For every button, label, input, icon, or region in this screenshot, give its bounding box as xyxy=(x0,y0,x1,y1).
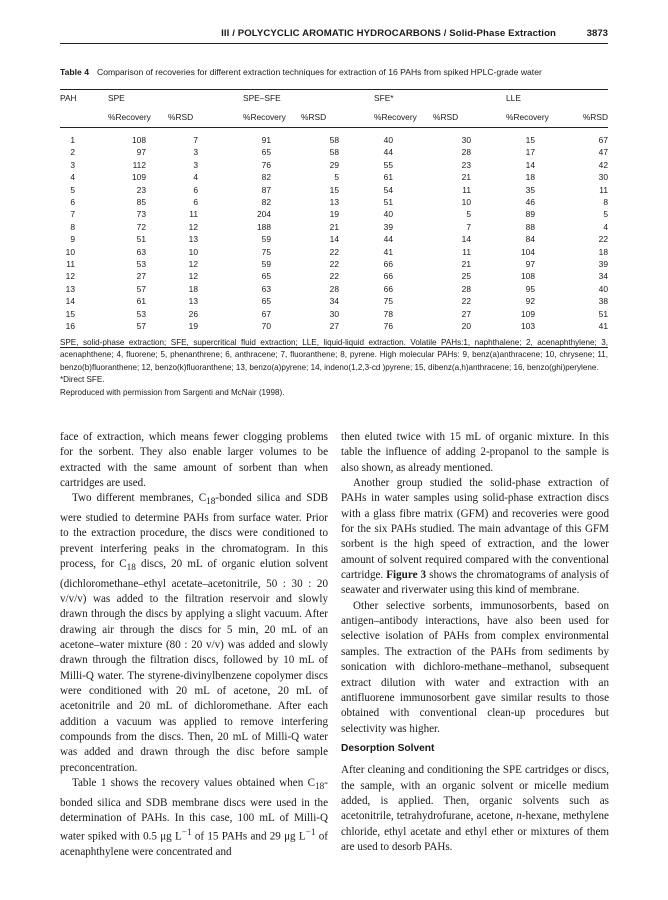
value-cell: 15 xyxy=(329,184,339,195)
value-cell: 65 xyxy=(261,296,271,307)
value-cell: 14 xyxy=(329,234,339,245)
pah-number-cell: 12 xyxy=(65,271,75,282)
value-cell: 59 xyxy=(261,234,271,245)
value-cell: 70 xyxy=(261,321,271,332)
value-cell: 27 xyxy=(461,308,471,319)
value-cell: 66 xyxy=(383,283,393,294)
table-group-header-row xyxy=(60,90,608,108)
value-cell: 72 xyxy=(136,221,146,232)
body-column-left xyxy=(60,430,328,861)
pah-number-cell: 13 xyxy=(65,283,75,294)
column-group-header: LLE xyxy=(506,90,608,108)
value-cell: 51 xyxy=(598,308,608,319)
value-cell: 23 xyxy=(461,159,471,170)
column-sub-header: %Recovery xyxy=(108,107,168,128)
paragraph: then eluted twice with 15 mL of organic mixture. In this table the influence of adding 2-propanol to the sample is also shown, as already mentioned. xyxy=(341,431,609,474)
running-title: III / POLYCYCLIC AROMATIC HYDROCARBONS / Solid-Phase Extraction xyxy=(221,28,556,39)
column-sub-header: %Recovery xyxy=(243,107,301,128)
value-cell: 109 xyxy=(132,172,146,183)
value-cell: 34 xyxy=(598,271,608,282)
value-cell: 66 xyxy=(383,259,393,270)
value-cell: 97 xyxy=(136,147,146,158)
paragraph: Two different membranes, $C_{18}$-bonded silica and SDB were studied to determine PAHs from surface water. Prior to the extraction procedure, the discs were conditioned to prevent interfering peaks in the chromatogram. In this process, for $C_{18}$ discs, 20 mL of organic elution solvent (dichloromethane–ethyl acetate–acetonitrile, 50 : 30 : 20 v/v/v) was added to the filtration reservoir and slowly drawn through the discs by applying a slight vacuum. After drawing air through the discs for 5 min, 20 mL of an acetone–water mixture (80 : 20 v/v) was added and slowly drawn through the filtration discs, followed by 10 mL of Milli-Q water. The styrene-divinylbenzene copolymer discs were conditioned with 20 mL of acetone, 20 mL of acetonitrile and 20 mL of dichloromethane. After each addition a vacuum was applied to remove interfering compounds from the discs. Then, 20 mL of Milli-Q water was added and drawn through the disc before sample preconcentration. xyxy=(60,492,328,774)
table-row xyxy=(60,221,608,233)
value-cell: 11 xyxy=(599,184,608,195)
value-cell: 22 xyxy=(329,271,339,282)
pah-number-cell: 9 xyxy=(70,234,75,245)
value-cell: 12 xyxy=(188,221,198,232)
pah-number-cell: 6 xyxy=(70,197,75,208)
value-cell: 14 xyxy=(525,159,535,170)
paragraph: Table 1 shows the recovery values obtained when $C_{18}$-bonded silica and SDB membrane discs were used in the determination of PAHs. In this case, 100 mL of Milli-Q water spiked with 0.5 μg $L^{-1}$ of 15 PAHs and 29 μg $L^{-1}$ of acenaphthylene were concentrated and xyxy=(60,777,328,859)
column-group-header: SPE–SFE xyxy=(243,90,374,108)
column-sub-header: %RSD xyxy=(563,107,608,128)
body-column-right xyxy=(341,430,609,855)
value-cell: 188 xyxy=(257,221,271,232)
table-row xyxy=(60,196,608,208)
value-cell: 28 xyxy=(461,283,471,294)
value-cell: 7 xyxy=(466,221,471,232)
value-cell: 53 xyxy=(136,308,146,319)
value-cell: 23 xyxy=(136,184,146,195)
value-cell: 67 xyxy=(261,308,271,319)
value-cell: 85 xyxy=(136,197,146,208)
value-cell: 14 xyxy=(461,234,471,245)
value-cell: 55 xyxy=(383,159,393,170)
abbreviations-note: SPE, solid-phase extraction; SFE, supercritical fluid extraction; LLE, liquid-liquid extraction. Volatile PAHs:1, naphthalene; 2, acenaphthylene; 3, acenaphthene; 4, fluorene; 5, phenanthrene; 6, anthracene; 7, fluoranthene; 8, pyrene. High molecular PAHs: 9, benz(a)anthracene; 10, chrysene; 11, benzo(b)fluoranthene; 12, benzo(k)fluoranthene; 13, benzo(a)pyrene; 14, indeno(1,2,3-cd )pyrene; 15, dibenz(a,h)anthracene; 16, benzo(ghi)perylene. xyxy=(60,338,608,372)
value-cell: 29 xyxy=(329,159,339,170)
value-cell: 11 xyxy=(189,209,198,220)
value-cell: 6 xyxy=(193,197,198,208)
pah-number-cell: 11 xyxy=(66,259,75,270)
section-heading: Desorption Solvent xyxy=(341,742,435,754)
column-group-header: SFE* xyxy=(374,90,506,108)
table-body xyxy=(60,134,608,333)
paragraph: Other selective sorbents, immunosorbents, based on antigen–antibody interactions, have also been used for selective isolation of PAHs from complex environmental samples. The extraction of the PAHs from sediments by sonication with dichloro-methane–methanol, subsequent extract dilution with water and extraction with an antifluorene immunosorbent gave similar results to those obtained with conventional clean-up procedures but selectivity was higher. xyxy=(341,599,609,735)
value-cell: 35 xyxy=(525,184,535,195)
value-cell: 61 xyxy=(383,172,393,183)
value-cell: 204 xyxy=(257,209,271,220)
value-cell: 3 xyxy=(193,159,198,170)
value-cell: 46 xyxy=(525,197,535,208)
table-row xyxy=(60,270,608,282)
value-cell: 39 xyxy=(383,221,393,232)
value-cell: 12 xyxy=(188,259,198,270)
column-group-header: SPE xyxy=(108,90,243,108)
value-cell: 13 xyxy=(188,234,198,245)
value-cell: 17 xyxy=(525,147,535,158)
column-sub-header: %RSD xyxy=(433,107,506,128)
value-cell: 4 xyxy=(193,172,198,183)
value-cell: 104 xyxy=(521,246,535,257)
table-row xyxy=(60,184,608,196)
value-cell: 21 xyxy=(461,259,471,270)
value-cell: 58 xyxy=(329,147,339,158)
value-cell: 11 xyxy=(462,246,471,257)
table-sub-header-row xyxy=(60,107,608,128)
value-cell: 76 xyxy=(261,159,271,170)
value-cell: 25 xyxy=(461,271,471,282)
pah-number-cell: 15 xyxy=(65,308,75,319)
table-row xyxy=(60,146,608,158)
value-cell: 63 xyxy=(261,283,271,294)
value-cell: 88 xyxy=(525,221,535,232)
value-cell: 57 xyxy=(136,283,146,294)
value-cell: 28 xyxy=(461,147,471,158)
value-cell: 5 xyxy=(334,172,339,183)
pah-number-cell: 16 xyxy=(65,321,75,332)
recovery-table xyxy=(60,89,608,348)
value-cell: 21 xyxy=(329,221,339,232)
value-cell: 75 xyxy=(383,296,393,307)
table-row xyxy=(60,308,608,320)
value-cell: 22 xyxy=(461,296,471,307)
value-cell: 76 xyxy=(383,321,393,332)
value-cell: 34 xyxy=(329,296,339,307)
value-cell: 103 xyxy=(521,321,535,332)
value-cell: 51 xyxy=(383,197,393,208)
value-cell: 27 xyxy=(329,321,339,332)
table-caption-label: Table 4 xyxy=(60,67,89,77)
table-row xyxy=(60,295,608,307)
value-cell: 47 xyxy=(598,147,608,158)
value-cell: 95 xyxy=(525,283,535,294)
value-cell: 61 xyxy=(136,296,146,307)
value-cell: 89 xyxy=(525,209,535,220)
value-cell: 65 xyxy=(261,147,271,158)
value-cell: 84 xyxy=(525,234,535,245)
value-cell: 19 xyxy=(188,321,198,332)
figure-reference: Figure 3 xyxy=(386,569,427,582)
value-cell: 22 xyxy=(329,246,339,257)
table-row xyxy=(60,258,608,270)
value-cell: 82 xyxy=(261,197,271,208)
value-cell: 40 xyxy=(598,283,608,294)
column-sub-header: %Recovery xyxy=(506,107,563,128)
value-cell: 6 xyxy=(193,184,198,195)
value-cell: 22 xyxy=(329,259,339,270)
value-cell: 18 xyxy=(598,246,608,257)
value-cell: 5 xyxy=(466,209,471,220)
value-cell: 8 xyxy=(603,197,608,208)
table-footnotes xyxy=(60,337,608,399)
table-caption xyxy=(60,67,620,77)
value-cell: 51 xyxy=(136,234,146,245)
pah-number-cell: 4 xyxy=(70,172,75,183)
pah-number-cell: 7 xyxy=(70,209,75,220)
permission-note: Reproduced with permission from Sargenti and McNair (1998). xyxy=(60,387,285,397)
column-sub-header: %Recovery xyxy=(374,107,433,128)
running-header xyxy=(60,27,608,44)
value-cell: 59 xyxy=(261,259,271,270)
value-cell: 13 xyxy=(329,197,339,208)
page-number: 3873 xyxy=(586,28,608,39)
column-sub-header: %RSD xyxy=(301,107,374,128)
value-cell: 13 xyxy=(188,296,198,307)
value-cell: 73 xyxy=(136,209,146,220)
direct-sfe-note: *Direct SFE. xyxy=(60,375,105,385)
value-cell: 5 xyxy=(603,209,608,220)
pah-number-cell: 1 xyxy=(70,135,75,145)
value-cell: 10 xyxy=(461,197,471,208)
value-cell: 41 xyxy=(598,321,608,332)
value-cell: 30 xyxy=(329,308,339,319)
value-cell: 7 xyxy=(193,135,198,145)
table-row xyxy=(60,246,608,258)
value-cell: 30 xyxy=(598,172,608,183)
value-cell: 66 xyxy=(383,271,393,282)
table-row xyxy=(60,208,608,220)
value-cell: 38 xyxy=(598,296,608,307)
value-cell: 40 xyxy=(383,135,393,145)
value-cell: 26 xyxy=(188,308,198,319)
value-cell: 54 xyxy=(383,184,393,195)
value-cell: 30 xyxy=(461,135,471,145)
value-cell: 44 xyxy=(383,234,393,245)
value-cell: 44 xyxy=(383,147,393,158)
column-sub-header: %RSD xyxy=(168,107,243,128)
paragraph: face of extraction, which means fewer clogging problems for the sorbent. They also enable larger volumes to be extracted with the same amount of sorbent than when cartridges are used. xyxy=(60,431,328,490)
pah-number-cell: 14 xyxy=(65,296,75,307)
value-cell: 21 xyxy=(461,172,471,183)
value-cell: 109 xyxy=(521,308,535,319)
paragraph: After cleaning and conditioning the SPE cartridges or discs, the sample, with an organic solvent or micelle medium added, is applied. Then, organic solvents such as acetonitrile, tetrahydrofurane, acetone, n-hexane, methylene chloride, ethyl acetate and ethyl ether or mixtures of them are used to desorb PAHs. xyxy=(341,764,609,853)
value-cell: 18 xyxy=(188,283,198,294)
value-cell: 87 xyxy=(261,184,271,195)
value-cell: 4 xyxy=(603,221,608,232)
value-cell: 18 xyxy=(525,172,535,183)
value-cell: 41 xyxy=(383,246,393,257)
column-header: PAH xyxy=(60,90,108,108)
table-row xyxy=(60,233,608,245)
value-cell: 22 xyxy=(598,234,608,245)
value-cell: 65 xyxy=(261,271,271,282)
value-cell: 82 xyxy=(261,172,271,183)
value-cell: 67 xyxy=(598,135,608,145)
table-row xyxy=(60,320,608,332)
value-cell: 28 xyxy=(329,283,339,294)
value-cell: 19 xyxy=(329,209,339,220)
value-cell: 78 xyxy=(383,308,393,319)
table-caption-text: Comparison of recoveries for different extraction techniques for extraction of 16 PAHs from spiked HPLC-grade water xyxy=(96,67,542,77)
value-cell: 92 xyxy=(525,296,535,307)
value-cell: 12 xyxy=(188,271,198,282)
value-cell: 15 xyxy=(525,135,535,145)
value-cell: 53 xyxy=(136,259,146,270)
pah-number-cell: 3 xyxy=(70,159,75,170)
paragraph: Another group studied the solid-phase extraction of PAHs in water samples using solid-phase extraction discs with a glass fibre matrix (GFM) and recoveries were good for the six PAHs studied. The main advantage of this GFM sorbent is the high speed of extraction, and the lower amount of solvent required compared with the conventional cartridge. Figure 3 shows the chromatograms of analysis of seawater and riverwater using this kind of membrane. xyxy=(341,477,610,597)
pah-number-cell: 2 xyxy=(70,147,75,158)
pah-number-cell: 5 xyxy=(70,184,75,195)
table-row xyxy=(60,283,608,295)
value-cell: 63 xyxy=(136,246,146,257)
value-cell: 40 xyxy=(383,209,393,220)
value-cell: 108 xyxy=(132,135,146,145)
value-cell: 108 xyxy=(521,271,535,282)
value-cell: 42 xyxy=(598,159,608,170)
table-row xyxy=(60,159,608,171)
value-cell: 112 xyxy=(132,159,146,170)
value-cell: 57 xyxy=(136,321,146,332)
value-cell: 20 xyxy=(461,321,471,332)
value-cell: 75 xyxy=(261,246,271,257)
value-cell: 97 xyxy=(525,259,535,270)
value-cell: 39 xyxy=(598,259,608,270)
value-cell: 27 xyxy=(136,271,146,282)
value-cell: 3 xyxy=(193,147,198,158)
table-row xyxy=(60,171,608,183)
pah-number-cell: 10 xyxy=(65,246,75,257)
value-cell: 11 xyxy=(462,184,471,195)
table-row xyxy=(60,134,608,146)
value-cell: 91 xyxy=(261,135,271,145)
value-cell: 58 xyxy=(329,135,339,145)
value-cell: 10 xyxy=(188,246,198,257)
pah-number-cell: 8 xyxy=(70,221,75,232)
